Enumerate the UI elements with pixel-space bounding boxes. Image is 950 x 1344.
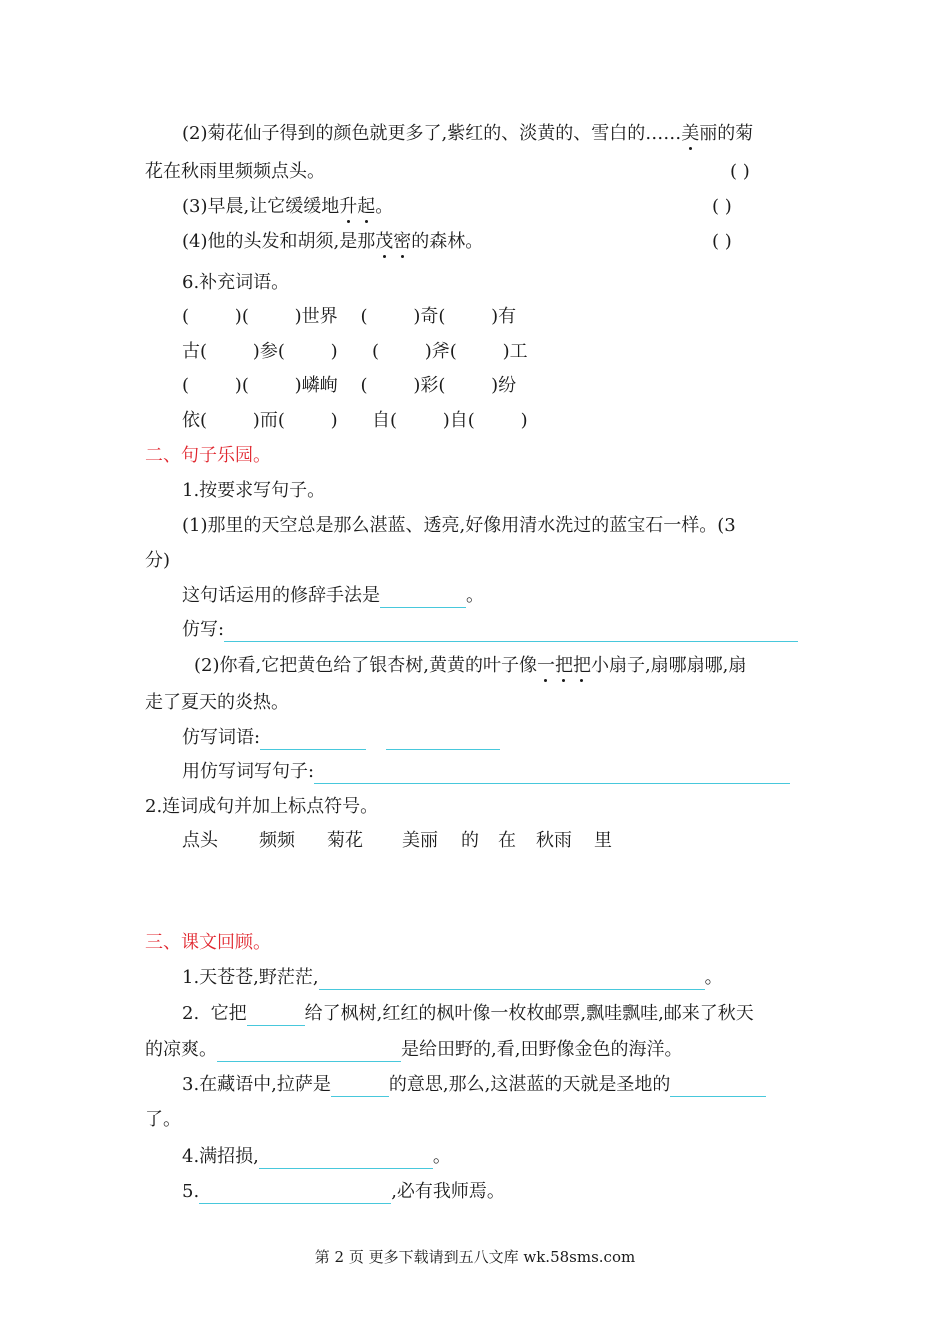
word-item: 点头 — [182, 830, 218, 851]
answer-paren[interactable]: ( ) — [712, 231, 732, 252]
review-3-line2: 了。 — [145, 1109, 181, 1130]
review-2-blank-b[interactable] — [217, 1041, 401, 1062]
s2-sentence-2-line1: (2)你看,它把黄色给了银杏树,黄黄的叶子像一把把小扇子,扇哪扇哪,扇 — [194, 655, 747, 676]
review-2-blank-a[interactable] — [247, 1005, 305, 1026]
imitate-words-line: 仿写词语: — [182, 726, 500, 750]
q5-item-3: (3)早晨,让它缓缓地升起。 — [182, 196, 394, 217]
rhetoric-blank[interactable] — [380, 587, 466, 608]
s2-sentence-1-line2: 分) — [145, 550, 171, 571]
s2-sentence-1-line1: (1)那里的天空总是那么湛蓝、透亮,好像用清水洗过的蓝宝石一样。(3 — [182, 515, 736, 536]
review-5-blank[interactable] — [199, 1183, 391, 1204]
imitate-sentence-blank[interactable] — [314, 763, 790, 784]
section-3-heading: 三、课文回顾。 — [145, 932, 271, 953]
imitate-line: 仿写: — [182, 618, 798, 642]
answer-paren[interactable]: ( ) — [730, 161, 750, 182]
word-item: 秋雨 — [536, 830, 572, 851]
word-item: 频频 — [259, 830, 295, 851]
q5-item-2-line2: 花在秋雨里频频点头。 — [145, 161, 325, 182]
review-4: 4.满招损, 。 — [182, 1146, 451, 1167]
word-item: 菊花 — [327, 830, 363, 851]
q6-title: 6.补充词语。 — [182, 272, 290, 293]
review-1-blank[interactable] — [319, 969, 705, 990]
answer-paren[interactable]: ( ) — [712, 196, 732, 217]
review-2-line2: 的凉爽。 是给田野的,看,田野像金色的海洋。 — [145, 1039, 683, 1060]
page-footer: 第 2 页 更多下载请到五八文库 wk.58sms.com — [314, 1248, 636, 1266]
q6-row[interactable]: 依( )而( ) 自( )自( ) — [182, 410, 528, 431]
q5-item-2-line1: (2)菊花仙子得到的颜色就更多了,紫红的、淡黄的、雪白的……美丽的菊 — [182, 123, 754, 144]
word-item: 美丽 — [402, 830, 438, 851]
s2-q2-title: 2.连词成句并加上标点符号。 — [145, 796, 379, 817]
s2-q1-title: 1.按要求写句子。 — [182, 480, 326, 501]
rhetoric-question: 这句话运用的修辞手法是 。 — [182, 585, 484, 606]
word-item: 里 — [594, 830, 612, 851]
word-item: 的 — [461, 830, 479, 851]
s2-sentence-2-line2: 走了夏天的炎热。 — [145, 692, 289, 713]
review-3-blank-b[interactable] — [670, 1076, 766, 1097]
imitate-sentence-line: 用仿写词写句子: — [182, 760, 790, 784]
q5-item-4: (4)他的头发和胡须,是那茂密的森林。 — [182, 231, 484, 252]
review-3-line1: 3.在藏语中,拉萨是 的意思,那么,这湛蓝的天就是圣地的 — [182, 1073, 766, 1097]
review-2-line1: 2. 它把 给了枫树,红红的枫叶像一枚枚邮票,飘哇飘哇,邮来了秋天 — [182, 1003, 754, 1024]
imitate-word-blank[interactable] — [386, 729, 500, 750]
q6-row[interactable]: 古( )参( ) ( )斧( )工 — [182, 341, 528, 362]
imitate-word-blank[interactable] — [260, 729, 366, 750]
imitate-blank[interactable] — [224, 621, 798, 642]
section-2-heading: 二、句子乐园。 — [145, 445, 271, 466]
review-4-blank[interactable] — [259, 1148, 433, 1169]
review-5: 5. ,必有我师焉。 — [182, 1181, 505, 1202]
review-1: 1.天苍苍,野茫茫, 。 — [182, 967, 723, 988]
q6-row[interactable]: ( )( )嶙峋 ( )彩( )纷 — [182, 375, 517, 396]
word-item: 在 — [498, 830, 516, 851]
q6-row[interactable]: ( )( )世界 ( )奇( )有 — [182, 306, 517, 327]
review-3-blank-a[interactable] — [331, 1076, 389, 1097]
